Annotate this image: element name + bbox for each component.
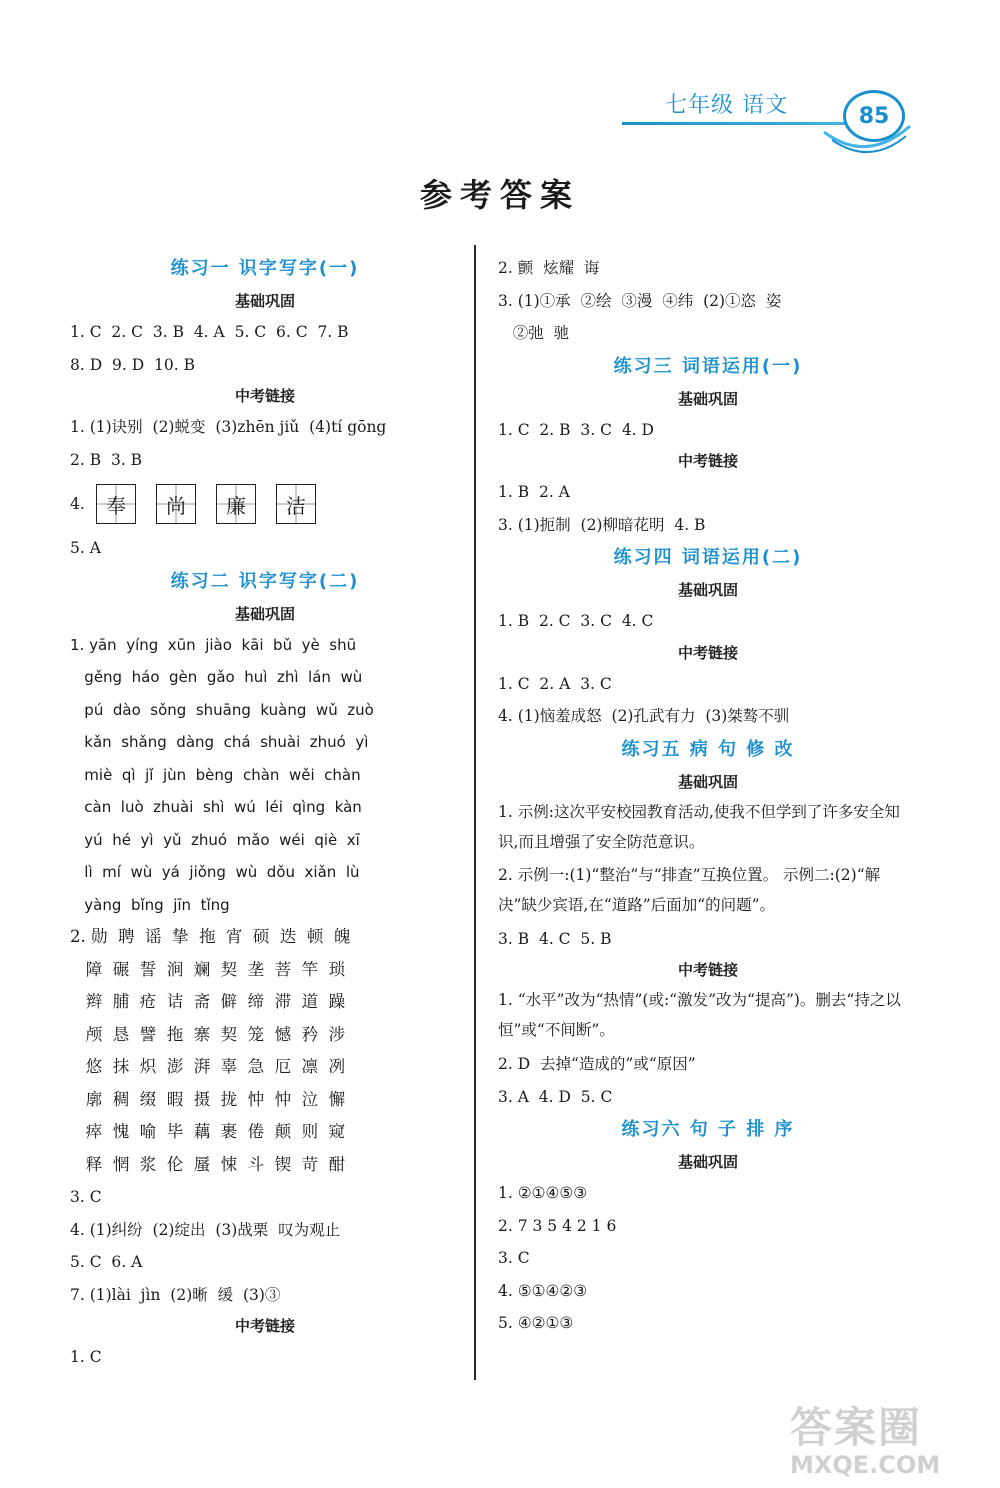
watermark-logo <box>790 1395 990 1480</box>
subsection-title: 中考链接 <box>677 643 738 662</box>
answer-line: 1. (1)诀别 (2)蜕变 (3)zhēn jiǔ (4)tí gōng <box>70 418 387 436</box>
subsection-title: 中考链接 <box>677 452 738 470</box>
subsection-title: 基础巩固 <box>677 1153 738 1171</box>
hanzi-line: 悠 抹 炽 澎 湃 辜 急 厄 凛 冽 <box>70 1057 346 1076</box>
hanzi-line: 释 惘 浆 伦 蜃 悚 斗 锲 苛 酣 <box>70 1154 346 1174</box>
section-title: 练习五 病 句 修 改 <box>621 738 795 760</box>
answer-line: ②弛 驰 <box>498 324 570 342</box>
answer-line: 3. C <box>498 1249 530 1267</box>
section-title: 练习六 句 子 排 序 <box>621 1119 795 1140</box>
answer-line: 8. D 9. D 10. B <box>70 355 195 374</box>
answer-paragraph: 1. “水平”改为“热情”(或:“激发”改为“提高”)。删去“持之以恒”或“不间断”。 <box>498 991 901 1039</box>
answer-line: 5. A <box>70 539 101 557</box>
hanzi-line: 颅 恳 譬 拖 寨 契 笼 憾 矜 涉 <box>70 1024 346 1044</box>
page-title: 参考答案 <box>419 176 580 214</box>
answer-line: 3. (1)扼制 (2)柳暗花明 4. B <box>498 515 706 534</box>
answer-line: 1. B 2. C 3. C 4. C <box>498 612 654 630</box>
answer-line: 3. (1)①承 ②绘 ③漫 ④纬 (2)①恣 姿 <box>498 291 782 310</box>
answer-line: 1. C 2. A 3. C <box>498 674 612 693</box>
section-title: 练习四 词语运用(二) <box>613 547 803 568</box>
answer-paragraph: 1. 示例:这次平安校园教育活动,使我不但学到了许多安全知识,而且增强了安全防范意识。 <box>498 802 900 851</box>
character-box: 洁 <box>276 484 316 524</box>
answer-line: 1. C 2. C 3. B 4. A 5. C 6. C 7. B <box>70 323 349 341</box>
watermark-text: 答案圈 <box>790 1403 923 1452</box>
answer-line: 1. B 2. A <box>498 483 570 501</box>
subsection-title: 基础巩固 <box>234 604 295 623</box>
answer-line: 5. ④②①③ <box>498 1314 574 1332</box>
pinyin-line: yú hé yì yǔ zhuó mǎo wéi qiè xī <box>70 830 360 849</box>
hanzi-line: 2. 勋 聘 谣 挚 拖 宵 硕 迭 顿 魄 <box>70 927 351 946</box>
answer-paragraph: 2. 示例一:(1)“整治”与“排查”互换位置。 示例二:(2)“解决”缺少宾语,在“道路”后面加“的问题”。 <box>498 865 881 914</box>
page-number-badge <box>843 90 905 142</box>
answer-line: 3. B 4. C 5. B <box>498 929 612 948</box>
subsection-title: 基础巩固 <box>677 581 738 599</box>
subsection-title: 中考链接 <box>677 961 738 979</box>
answer-line: 7. (1)lài jìn (2)晰 缓 (3)③ <box>70 1285 281 1304</box>
hanzi-line: 障 碾 誓 涧 斓 契 垄 菩 竿 琐 <box>70 959 346 979</box>
question-number: 4. <box>70 494 85 513</box>
answer-line: 2. B 3. B <box>70 450 143 469</box>
answer-line: 1. C 2. B 3. C 4. D <box>498 420 654 439</box>
subsection-title: 中考链接 <box>234 387 295 405</box>
subsection-title: 基础巩固 <box>677 772 738 791</box>
answer-line: 3. C <box>70 1188 102 1206</box>
answer-line: 3. A 4. D 5. C <box>498 1087 613 1106</box>
answer-line: 1. ②①④⑤③ <box>498 1184 588 1202</box>
answer-line: 4. (1)纠纷 (2)绽出 (3)战栗 叹为观止 <box>70 1220 341 1239</box>
character-box: 廉 <box>216 484 256 524</box>
hanzi-line: 辫 脯 疮 诘 斋 僻 缔 滞 道 躁 <box>70 992 346 1011</box>
pinyin-line: 1. yān yíng xūn jiào kāi bǔ yè shū <box>70 635 357 654</box>
pinyin-line: kǎn shǎng dàng chá shuài zhuó yì <box>70 733 369 751</box>
pinyin-line: lì mí wù yá jiǒng wù dǒu xiǎn lù <box>70 863 360 881</box>
pinyin-line: yàng bǐng jīn tǐng <box>70 895 230 914</box>
page-number: 85 <box>858 103 890 129</box>
answer-line: 2. 颤 炫耀 诲 <box>498 259 600 277</box>
subsection-title: 基础巩固 <box>677 389 738 408</box>
character-box: 尚 <box>156 484 196 524</box>
section-title: 练习二 识字写字(二) <box>170 570 360 592</box>
left-column <box>70 252 460 1374</box>
answer-line: 1. C <box>70 1348 102 1366</box>
header-grade: 七年级 语文 <box>665 93 788 118</box>
section-title: 练习一 识字写字(一) <box>170 258 360 279</box>
pinyin-line: càn luò zhuài shì wú léi qìng kàn <box>70 798 362 816</box>
character-boxes <box>70 476 460 532</box>
hanzi-line: 瘁 愧 喻 毕 藕 裹 倦 颠 则 窥 <box>70 1122 346 1141</box>
watermark-url: MXQE.COM <box>790 1451 941 1479</box>
subsection-title: 中考链接 <box>234 1317 295 1335</box>
subsection-title: 基础巩固 <box>234 292 295 310</box>
character-box: 奉 <box>96 484 136 524</box>
section-title: 练习三 词语运用(一) <box>613 355 803 377</box>
answer-line: 2. D 去掉“造成的”或“原因” <box>498 1055 696 1073</box>
answer-line: 4. (1)恼羞成怒 (2)孔武有力 (3)桀骜不驯 <box>498 707 790 725</box>
pinyin-line: gěng háo gèn gǎo huì zhì lán wù <box>70 668 363 686</box>
pinyin-line: pú dào sǒng shuāng kuàng wǔ zuò <box>70 700 374 719</box>
answer-line: 5. C 6. A <box>70 1253 143 1271</box>
column-divider <box>474 245 476 1380</box>
answer-line: 4. ⑤①④②③ <box>498 1281 588 1300</box>
pinyin-line: miè qì jǐ jùn bèng chàn wěi chàn <box>70 765 361 784</box>
right-column <box>498 252 918 1340</box>
answer-line: 2. 7 3 5 4 2 1 6 <box>498 1216 617 1235</box>
hanzi-line: 廓 稠 缀 暇 摄 拢 忡 忡 泣 懈 <box>70 1089 346 1109</box>
